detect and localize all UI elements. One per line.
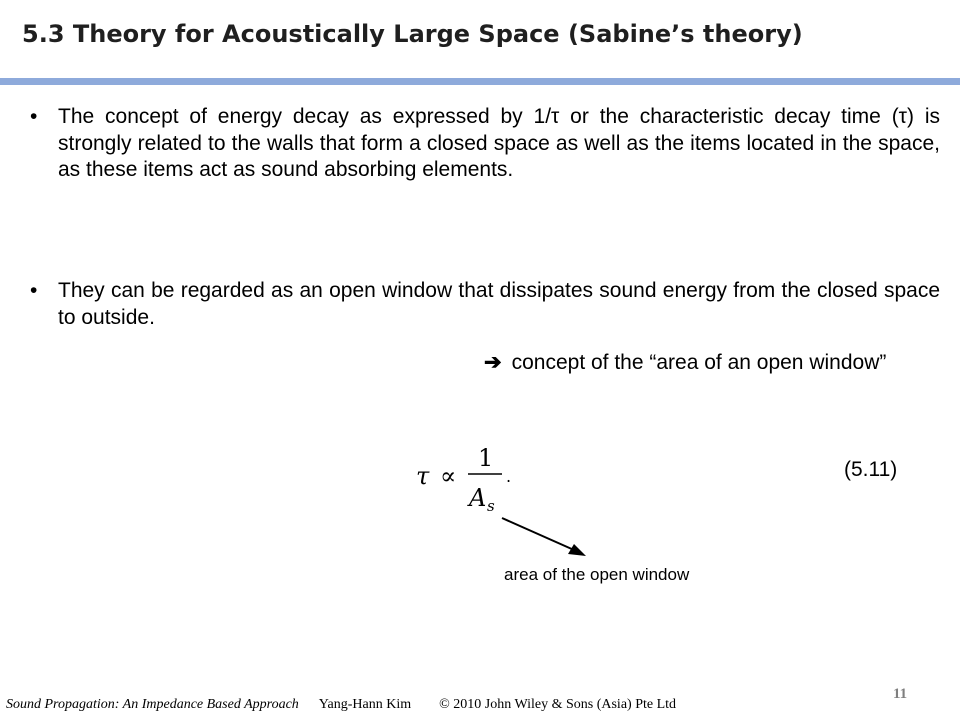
equation-trailing-period: .: [506, 467, 512, 486]
bullet-text-1: The concept of energy decay as expressed by 1/τ or the characteristic decay time (τ) is strongly related to the walls that form a closed space as well as the items located in the space, as these items act as sound absorbing elements.: [58, 105, 940, 181]
footer-book-title: Sound Propagation: An Impedance Based Approach: [6, 697, 299, 712]
page-number: 11: [893, 686, 908, 702]
equation-lhs-tau: τ: [416, 462, 430, 490]
equation-denominator-subscript: s: [487, 497, 495, 515]
bullet-marker: •: [30, 105, 38, 128]
footer-author: Yang-Hann Kim: [318, 697, 412, 712]
slide-footer: [6, 697, 676, 713]
proportional-symbol: ∝: [440, 462, 457, 490]
right-arrow-icon: ➔: [484, 351, 502, 374]
bullet-item-2: [30, 278, 940, 331]
bullet-text-2: They can be regarded as an open window that dissipates sound energy from the closed space to outside.: [58, 279, 940, 329]
bullet-item-1: [30, 104, 940, 184]
equation-denominator-symbol: A: [469, 484, 487, 512]
pointer-arrow-icon: [490, 508, 600, 568]
concept-text: concept of the “area of an open window”: [511, 351, 887, 374]
equation-number: (5.11): [844, 458, 898, 481]
footer-copyright: © 2010 John Wiley & Sons (Asia) Pte Ltd: [439, 697, 677, 712]
title-underline-bar: [0, 78, 960, 85]
annotation-label: area of the open window: [504, 565, 690, 584]
concept-line: [484, 350, 886, 375]
bullet-marker: •: [30, 279, 38, 302]
equation-numerator: 1: [478, 444, 494, 472]
slide-title: 5.3 Theory for Acoustically Large Space (Sabine’s theory): [22, 20, 803, 48]
